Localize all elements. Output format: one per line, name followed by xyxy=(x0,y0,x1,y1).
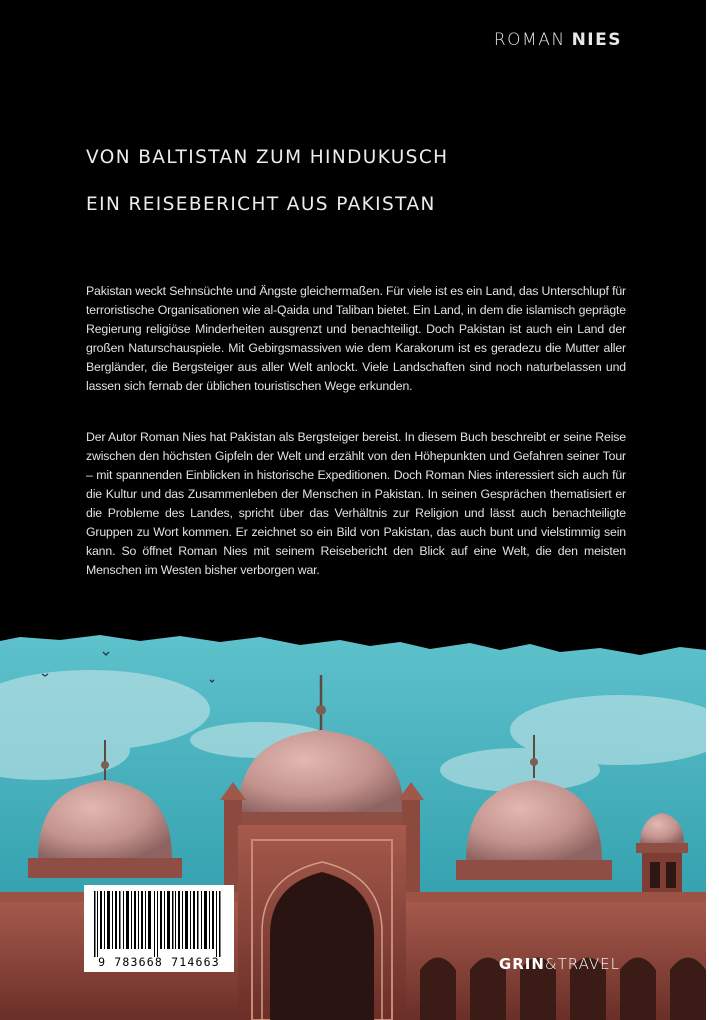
author-name xyxy=(494,30,622,50)
author-last-name: NIES xyxy=(571,30,622,50)
isbn-digits: 9 783668 714663 xyxy=(98,955,220,969)
blurb-paragraph-1: Pakistan weckt Sehnsüchte und Ängste gleichermaßen. Für viele ist es ein Land, das Unterschlupf für terroristische Organisationen wie al-Qaida und Taliban bietet. Ein Land, in dem die islamisch geprägte Regierung religiöse Minderheiten ausgrenzt und benachteiligt. Doch Pakistan ist auch ein Land der großen Naturschauspiele. Mit Gebirgsmassiven wie dem Karakorum ist es geradezu die Mutter aller Bergländer, die Bergsteiger aus aller Welt anlockt. Viele Landschaften sind noch naturbelassen und lassen sich fernab der üblichen touristischen Wege erkunden. xyxy=(86,284,626,393)
blurb-paragraph-2: Der Autor Roman Nies hat Pakistan als Bergsteiger bereist. In diesem Buch beschreibt er seine Reise zwischen den höchsten Gipfeln der Welt und erzählt von den Höhepunkten und Gefahren seiner Tour – mit spannenden Einblicken in historische Expeditionen. Doch Roman Nies interessiert sich auch für die Kultur und das Zusammenleben der Menschen in Pakistan. In seinen Gesprächen thematisiert er die Probleme des Landes, spricht über das Verhältnis zur Religion und lässt auch benachteiligte Gruppen zu Wort kommen. Er zeichnet so ein Bild von Pakistan, das auch bunt und vielstimmig sein kann. So öffnet Roman Nies mit seinem Reisebericht den Blick auf eine Welt, die den meisten Menschen im Westen bisher verborgen war. xyxy=(86,430,626,577)
author-first-name: ROMAN xyxy=(493,30,566,50)
isbn-barcode xyxy=(84,885,234,972)
publisher-travel: TRAVEL xyxy=(557,955,620,973)
barcode-bars xyxy=(84,889,234,959)
publisher-ampersand: & xyxy=(544,955,558,973)
book-subtitle: EIN REISEBERICHT AUS PAKISTAN xyxy=(86,194,436,215)
publisher-logo xyxy=(499,955,620,973)
book-title: VON BALTISTAN ZUM HINDUKUSCH xyxy=(86,147,449,168)
publisher-grin: GRIN xyxy=(498,955,545,973)
central-iwan xyxy=(238,825,406,1020)
